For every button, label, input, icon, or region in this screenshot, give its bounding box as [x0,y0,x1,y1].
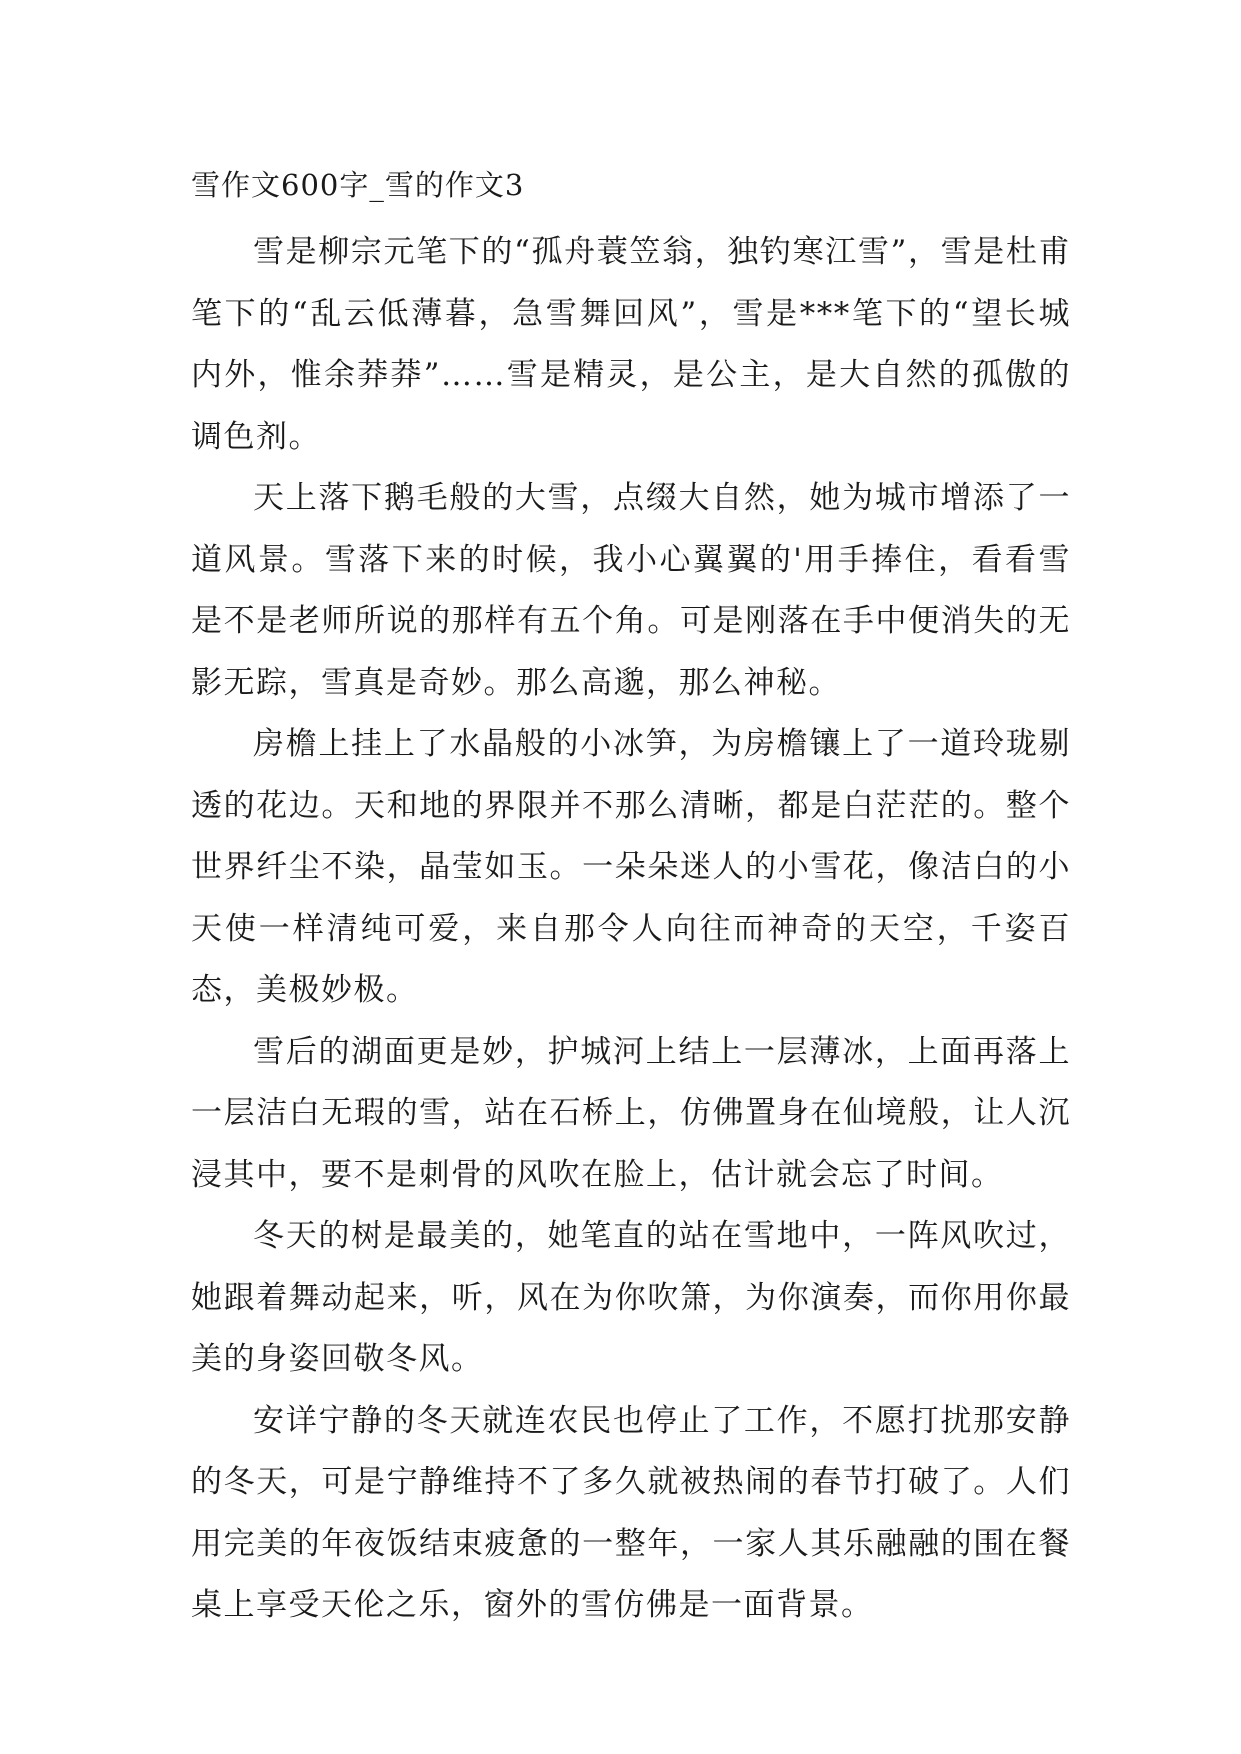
paragraph-1: 雪是柳宗元笔下的“孤舟蓑笠翁，独钓寒江雪”，雪是杜甫笔下的“乱云低薄暮，急雪舞回风”，雪是***笔下的“望长城内外，惟余莽莽”……雪是精灵，是公主，是大自然的孤傲的调色剂。 [191,234,1071,455]
document-body [191,222,1071,1637]
paragraph-5: 冬天的树是最美的，她笔直的站在雪地中，一阵风吹过，她跟着舞动起来，听，风在为你吹箫，为你演奏，而你用你最美的身姿回敬冬风。 [191,1218,1071,1377]
paragraph-6: 安详宁静的冬天就连农民也停止了工作，不愿打扰那安静的冬天，可是宁静维持不了多久就被热闹的春节打破了。人们用完美的年夜饭结束疲惫的一整年，一家人其乐融融的围在餐桌上享受天伦之乐，窗外的雪仿佛是一面背景。 [191,1402,1071,1623]
paragraph-2: 天上落下鹅毛般的大雪，点缀大自然，她为城市增添了一道风景。雪落下来的时候，我小心翼翼的'用手捧住，看看雪是不是老师所说的那样有五个角。可是刚落在手中便消失的无影无踪，雪真是奇妙。那么高邈，那么神秘。 [191,480,1071,701]
paragraph-3: 房檐上挂上了水晶般的小冰笋，为房檐镶上了一道玲珑剔透的花边。天和地的界限并不那么清晰，都是白茫茫的。整个世界纤尘不染，晶莹如玉。一朵朵迷人的小雪花，像洁白的小天使一样清纯可爱，来自那令人向往而神奇的天空，千姿百态，美极妙极。 [191,726,1071,1008]
paragraph-4: 雪后的湖面更是妙，护城河上结上一层薄冰，上面再落上一层洁白无瑕的雪，站在石桥上，仿佛置身在仙境般，让人沉浸其中，要不是刺骨的风吹在脸上，估计就会忘了时间。 [191,1033,1071,1193]
document-title: 雪作文600字_雪的作文3 [191,168,525,202]
